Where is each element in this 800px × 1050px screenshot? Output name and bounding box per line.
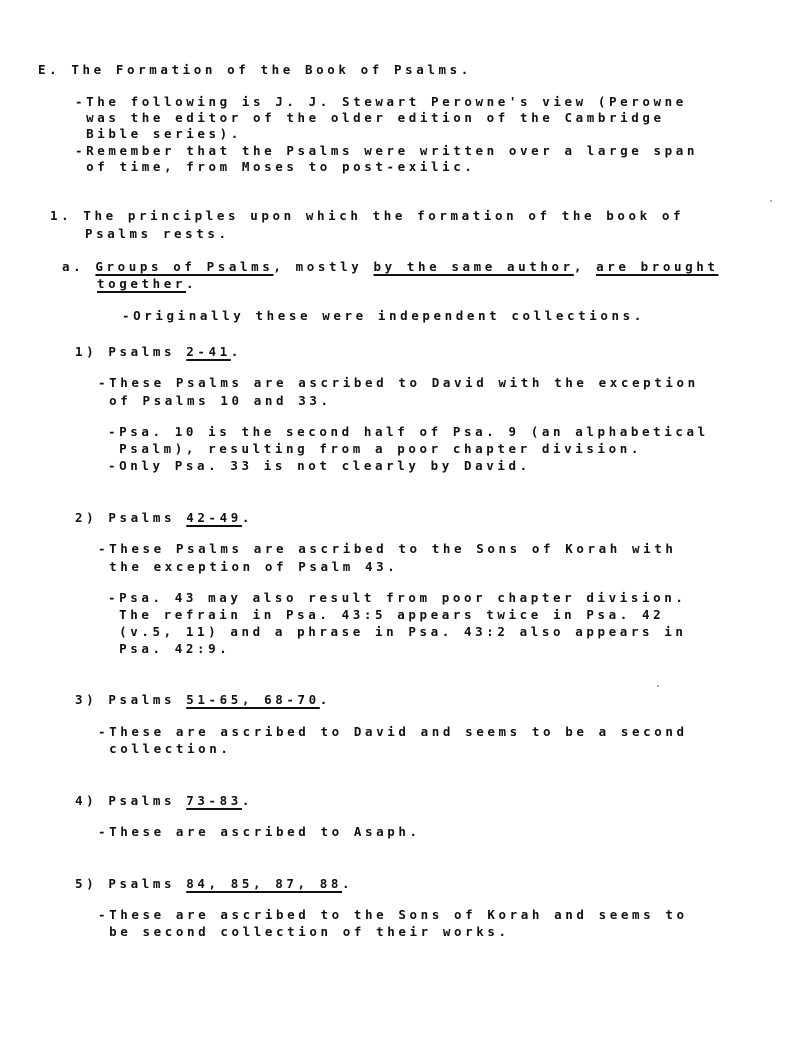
group-note-line: (v.5, 11) and a phrase in Psa. 43:2 also appears in [108,624,687,639]
group-heading: 1) Psalms 2-41. [75,344,242,359]
group-heading: 4) Psalms 73-83. [75,793,254,808]
point-a-line-2 [97,278,197,291]
group-range: 51-65, 68-70 [186,692,320,707]
intro-line: Bible series). [75,126,242,141]
point-a-note: -Originally these were independent collections. [122,308,645,323]
group-heading: 3) Psalms 51-65, 68-70. [75,692,331,707]
group-heading: 5) Psalms 84, 85, 87, 88. [75,876,354,891]
intro-line: was the editor of the older edition of the Cambridge [75,110,665,125]
point-a-brought: are brought [596,259,719,274]
group-range: 42-49 [186,510,242,525]
principle-heading-continued: Psalms rests. [85,226,230,241]
group-note-line: -Psa. 10 is the second half of Psa. 9 (an alphabetical [108,424,709,439]
intro-line: -The following is J. J. Stewart Perowne's view (Perowne [75,94,687,109]
group-note-line: -Only Psa. 33 is not clearly by David. [108,458,531,473]
point-a-groups: Groups of Psalms [95,259,274,274]
scan-speck [657,685,659,687]
group-desc-line: of Psalms 10 and 33. [98,393,332,408]
group-range: 73-83 [186,793,242,808]
group-desc-line: -These Psalms are ascribed to David with the exception [98,375,699,390]
group-range: 84, 85, 87, 88 [186,876,343,891]
point-a-text: , mostly [273,259,374,274]
group-desc-line: the exception of Psalm 43. [98,559,399,574]
intro-line: of time, from Moses to post-exilic. [75,159,476,174]
group-desc-line: -These Psalms are ascribed to the Sons of Korah with [98,541,677,556]
group-note-line: Psa. 42:9. [108,641,231,656]
point-a-period: . [186,276,198,291]
group-note-line: Psalm), resulting from a poor chapter division. [108,441,643,456]
group-note-line: -Psa. 43 may also result from poor chapter division. [108,590,687,605]
point-a-prefix: a. [62,259,96,274]
scan-speck [770,200,772,202]
group-desc-line: -These are ascribed to the Sons of Korah and seems to [98,907,688,922]
point-a-comma: , [573,259,597,274]
point-a-same-author: by the same author [373,259,574,274]
principle-heading: 1. The principles upon which the formation of the book of [50,208,685,223]
group-desc-line: -These are ascribed to Asaph. [98,824,421,839]
group-range: 2-41 [186,344,231,359]
group-desc-line: -These are ascribed to David and seems to be a second [98,724,688,739]
section-heading: E. The Formation of the Book of Psalms. [38,62,472,77]
group-desc-line: collection. [98,741,232,756]
group-note-line: The refrain in Psa. 43:5 appears twice in Psa. 42 [108,607,665,622]
intro-line: -Remember that the Psalms were written over a large span [75,143,699,158]
group-heading: 2) Psalms 42-49. [75,510,254,525]
point-a-together: together [97,276,187,291]
point-a-line [62,261,718,274]
group-desc-line: be second collection of their works. [98,924,510,939]
